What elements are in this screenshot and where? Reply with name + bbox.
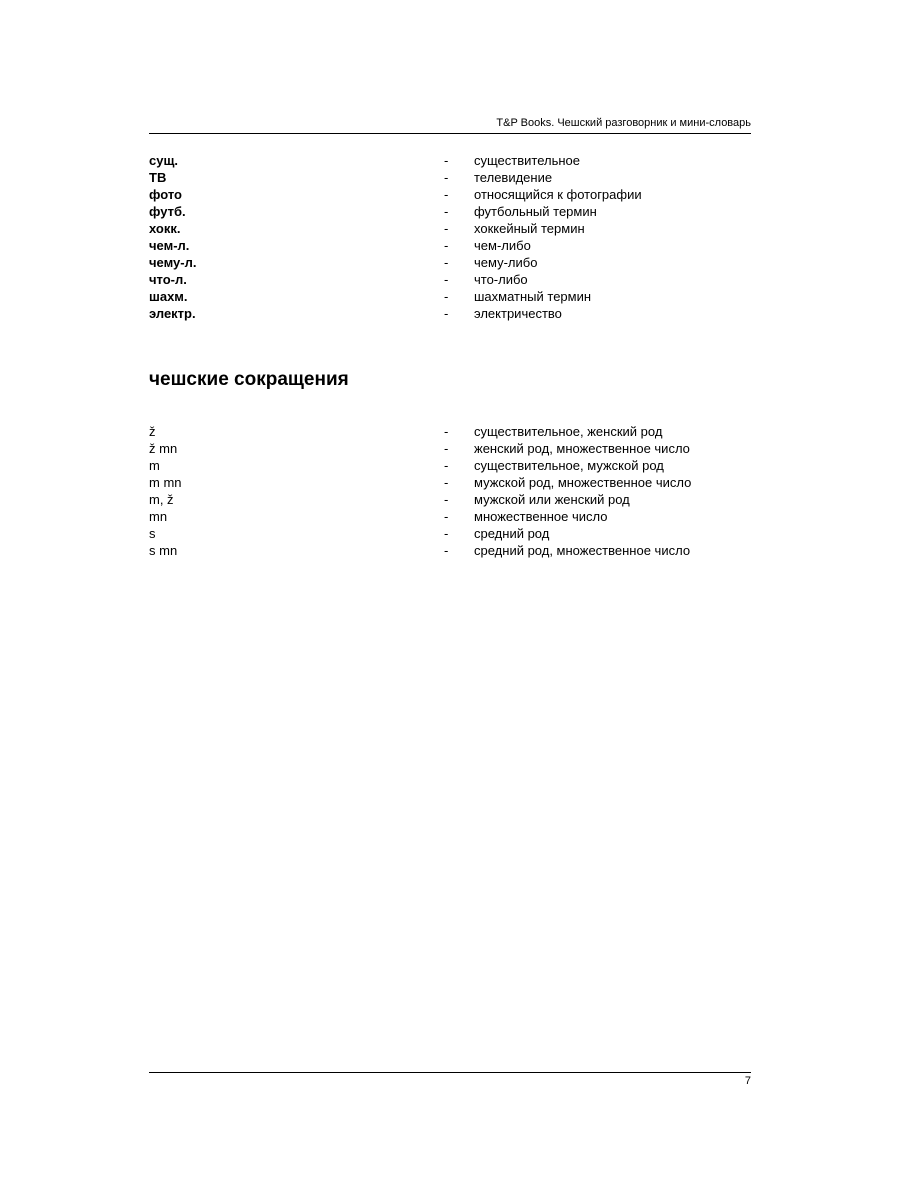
abbreviation-row: [149, 169, 751, 186]
abbreviation-dash: -: [444, 153, 449, 168]
abbreviation-dash: -: [444, 475, 449, 490]
abbreviation-term: ТВ: [149, 170, 167, 185]
abbreviation-row: [149, 457, 751, 474]
abbreviation-row: [149, 474, 751, 491]
abbreviation-term: сущ.: [149, 153, 179, 168]
book-title: T&P Books. Чешский разговорник и мини-словарь: [496, 117, 751, 129]
abbreviation-meaning: средний род, множественное число: [474, 543, 691, 558]
abbreviation-meaning: женский род, множественное число: [474, 441, 690, 456]
abbreviation-row: [149, 542, 751, 559]
abbreviation-meaning: шахматный термин: [474, 289, 592, 304]
abbreviation-term: электр.: [149, 306, 196, 321]
abbreviation-dash: -: [444, 306, 449, 321]
abbreviation-row: [149, 254, 751, 271]
abbreviation-dash: -: [444, 238, 449, 253]
abbreviation-meaning: относящийся к фотографии: [474, 187, 642, 202]
abbreviation-term: mn: [149, 509, 168, 524]
abbreviation-row: [149, 237, 751, 254]
abbreviation-meaning: существительное: [474, 153, 581, 168]
russian-abbreviation-list: [149, 152, 751, 322]
abbreviation-dash: -: [444, 221, 449, 236]
abbreviation-row: [149, 220, 751, 237]
abbreviation-term: фото: [149, 187, 182, 202]
abbreviation-meaning: футбольный термин: [474, 204, 597, 219]
page-footer: [149, 1072, 751, 1087]
abbreviation-term: m: [149, 458, 160, 473]
section-heading: чешские сокращения: [149, 369, 349, 390]
abbreviation-dash: -: [444, 458, 449, 473]
abbreviation-term: чему-л.: [149, 255, 197, 270]
abbreviation-term: m mn: [149, 475, 182, 490]
abbreviation-dash: -: [444, 170, 449, 185]
abbreviation-dash: -: [444, 543, 449, 558]
abbreviation-row: [149, 152, 751, 169]
abbreviation-row: [149, 440, 751, 457]
abbreviation-row: [149, 186, 751, 203]
abbreviation-term: s mn: [149, 543, 178, 558]
abbreviation-row: [149, 271, 751, 288]
abbreviation-meaning: существительное, женский род: [474, 424, 663, 439]
abbreviation-dash: -: [444, 509, 449, 524]
abbreviation-meaning: мужской род, множественное число: [474, 475, 692, 490]
abbreviation-term: s: [149, 526, 156, 541]
abbreviation-term: чем-л.: [149, 238, 190, 253]
abbreviation-dash: -: [444, 204, 449, 219]
abbreviation-row: [149, 525, 751, 542]
abbreviation-dash: -: [444, 272, 449, 287]
abbreviation-meaning: электричество: [474, 306, 562, 321]
abbreviation-dash: -: [444, 526, 449, 541]
page-number: 7: [744, 1075, 751, 1087]
abbreviation-meaning: чем-либо: [474, 238, 531, 253]
abbreviation-row: [149, 203, 751, 220]
abbreviation-dash: -: [444, 492, 449, 507]
abbreviation-term: ž: [149, 424, 156, 439]
abbreviation-row: [149, 508, 751, 525]
abbreviation-meaning: чему-либо: [474, 255, 538, 270]
abbreviation-dash: -: [444, 255, 449, 270]
abbreviation-meaning: что-либо: [474, 272, 528, 287]
abbreviation-dash: -: [444, 424, 449, 439]
abbreviation-meaning: существительное, мужской род: [474, 458, 664, 473]
abbreviation-term: m, ž: [149, 492, 174, 507]
abbreviation-term: шахм.: [149, 289, 188, 304]
czech-abbreviation-list: [149, 423, 751, 559]
abbreviation-meaning: средний род: [474, 526, 550, 541]
abbreviation-row: [149, 423, 751, 440]
abbreviation-row: [149, 491, 751, 508]
page-header: [149, 117, 751, 134]
abbreviation-dash: -: [444, 187, 449, 202]
abbreviation-dash: -: [444, 289, 449, 304]
abbreviation-meaning: множественное число: [474, 509, 608, 524]
abbreviation-meaning: хоккейный термин: [474, 221, 585, 236]
abbreviation-term: ž mn: [149, 441, 178, 456]
abbreviation-meaning: мужской или женский род: [474, 492, 630, 507]
abbreviation-term: футб.: [149, 204, 186, 219]
abbreviation-dash: -: [444, 441, 449, 456]
abbreviation-row: [149, 305, 751, 322]
abbreviation-term: что-л.: [149, 272, 187, 287]
abbreviation-term: хокк.: [149, 221, 181, 236]
abbreviation-row: [149, 288, 751, 305]
abbreviation-meaning: телевидение: [474, 170, 553, 185]
